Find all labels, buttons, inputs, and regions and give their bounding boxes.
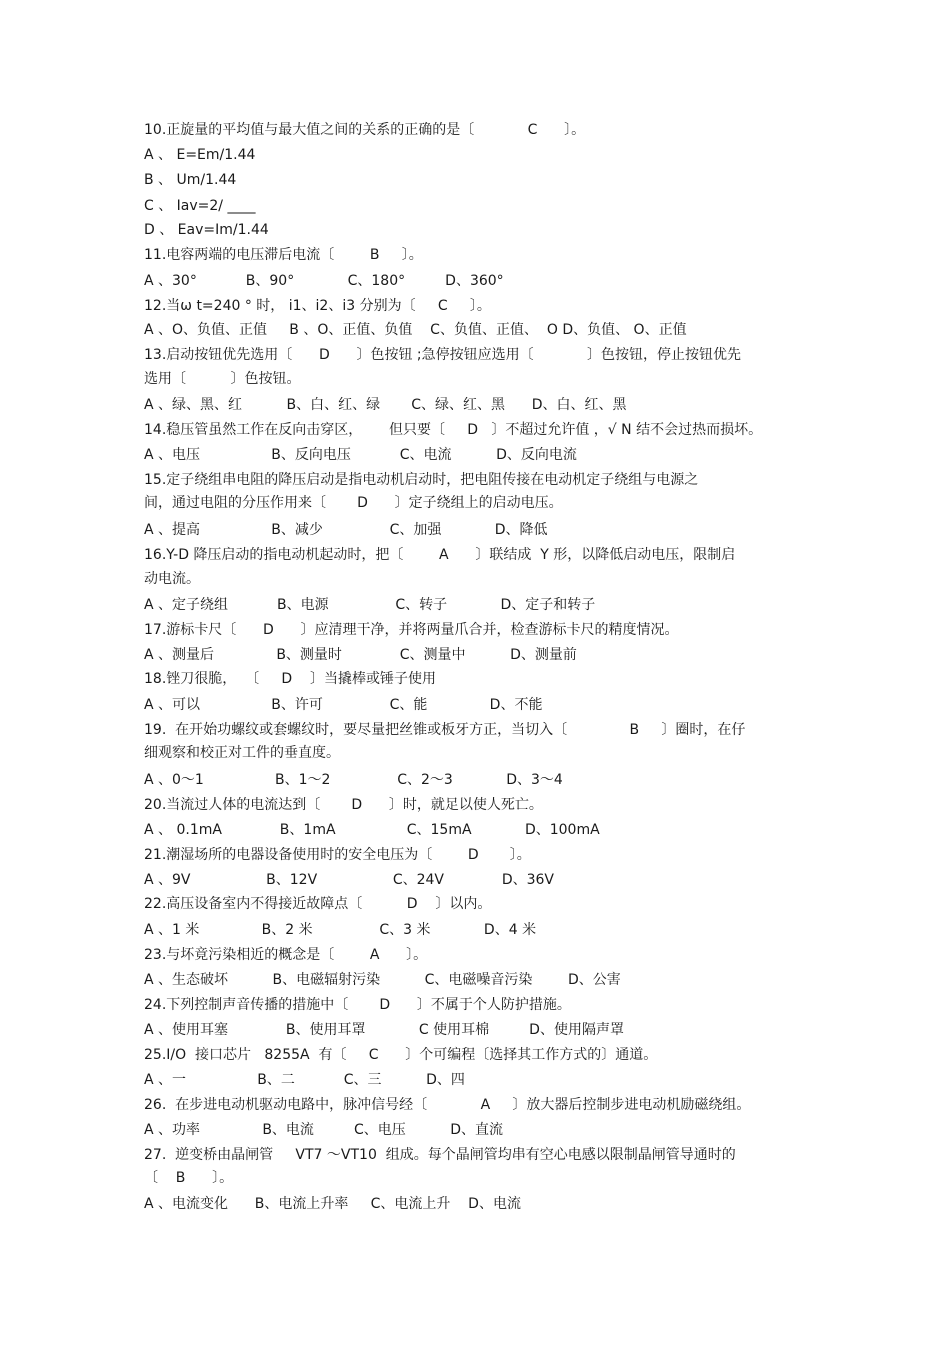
text-line: 24.下列控制声音传播的措施中〔 D 〕不属于个人防护措施。 <box>144 997 571 1013</box>
text-line: 细观察和校正对工件的垂直度。 <box>144 745 340 761</box>
text-line: A 、一 B、二 C、三 D、四 <box>144 1072 465 1088</box>
text-line: B 、 Um/1.44 <box>144 172 237 188</box>
text-line: A 、可以 B、许可 C、能 D、不能 <box>144 697 543 713</box>
text-line: A 、生态破坏 B、电磁辐射污染 C、电磁噪音污染 D、公害 <box>144 972 621 988</box>
text-line: 18.锉刀很脆， 〔 D 〕当撬棒或锤子使用 <box>144 671 436 687</box>
text-line: 27. 逆变桥由晶闸管 VT7 ～VT10 组成。每个晶闸管均串有空心电感以限制晶闸管导通时的 <box>144 1147 736 1163</box>
text-line: 26. 在步进电动机驱动电路中，脉冲信号经〔 A 〕放大器后控制步进电动机励磁绕组。 <box>144 1097 751 1113</box>
text-line: A 、电流变化 B、电流上升率 C、电流上升 D、电流 <box>144 1196 521 1212</box>
text-line: 12.当ω t=240 ° 时， i1、i2、i3 分别为〔 C 〕。 <box>144 298 491 314</box>
text-line: A 、测量后 B、测量时 C、测量中 D、测量前 <box>144 647 577 663</box>
text-line: A 、使用耳塞 B、使用耳罩 C 使用耳棉 D、使用隔声罩 <box>144 1022 624 1038</box>
text-line: 19. 在开始功螺纹或套螺纹时，要尽量把丝锥或板牙方正，当切入〔 B 〕圈时，在仔 <box>144 722 746 738</box>
text-line: 〔 B 〕。 <box>144 1170 234 1186</box>
text-line: A 、绿、黑、红 B、白、红、绿 C、绿、红、黑 D、白、红、黑 <box>144 397 627 413</box>
text-line: 14.稳压管虽然工作在反向击穿区， 但只要〔 D 〕不超过允许值 ，√ N 结不会过热而损坏。 <box>144 422 763 438</box>
text-line: A 、 0.1mA B、1mA C、15mA D、100mA <box>144 822 600 838</box>
text-line: 16.Y-D 降压启动的指电动机起动时，把〔 A 〕联结成 Y 形，以降低启动电压，限制启 <box>144 547 736 563</box>
text-line: A 、电压 B、反向电压 C、电流 D、反向电流 <box>144 447 577 463</box>
text-line: 20.当流过人体的电流达到〔 D 〕时，就足以使人死亡。 <box>144 797 543 813</box>
text-line: 15.定子绕组串电阻的降压启动是指电动机启动时，把电阻传接在电动机定子绕组与电源之 <box>144 472 699 488</box>
text-line: A 、30° B、90° C、180° D、360° <box>144 273 504 289</box>
text-line: 21.潮湿场所的电器设备使用时的安全电压为〔 D 〕。 <box>144 847 531 863</box>
text-line: C 、 Iav=2/ ____ <box>144 198 256 214</box>
text-line: A 、O、负值、正值 B 、O、正值、负值 C、负值、正值、 O D、负值、 O、正值 <box>144 322 687 338</box>
text-line: 17.游标卡尺〔 D 〕应清理干净，并将两量爪合并，检查游标卡尺的精度情况。 <box>144 622 679 638</box>
text-line: 间，通过电阻的分压作用来〔 D 〕定子绕组上的启动电压。 <box>144 495 563 511</box>
text-line: 25.I/O 接口芯片 8255A 有〔 C 〕个可编程〔选择其工作方式的〕通道。 <box>144 1047 658 1063</box>
text-line: D 、 Eav=Im/1.44 <box>144 222 269 238</box>
text-line: A 、 E=Em/1.44 <box>144 147 256 163</box>
text-line: 23.与坏竟污染相近的概念是〔 A 〕。 <box>144 947 428 963</box>
text-line: 选用〔 〕色按钮。 <box>144 371 301 387</box>
text-line: 10.正旋量的平均值与最大值之间的关系的正确的是〔 C 〕。 <box>144 122 586 138</box>
text-line: A 、提高 B、减少 C、加强 D、降低 <box>144 522 548 538</box>
text-line: A 、定子绕组 B、电源 C、转子 D、定子和转子 <box>144 597 596 613</box>
text-line: A 、9V B、12V C、24V D、36V <box>144 872 555 888</box>
text-line: A 、0～1 B、1～2 C、2～3 D、3～4 <box>144 772 563 788</box>
text-line: 22.高压设备室内不得接近故障点〔 D 〕以内。 <box>144 896 492 912</box>
text-line: 11.电容两端的电压滞后电流〔 B 〕。 <box>144 247 423 263</box>
text-line: 动电流。 <box>144 571 200 587</box>
text-line: A 、功率 B、电流 C、电压 D、直流 <box>144 1122 504 1138</box>
text-line: A 、1 米 B、2 米 C、3 米 D、4 米 <box>144 922 537 938</box>
text-line: 13.启动按钮优先选用〔 D 〕色按钮 ;急停按钮应选用〔 〕色按钮，停止按钮优先 <box>144 347 742 363</box>
